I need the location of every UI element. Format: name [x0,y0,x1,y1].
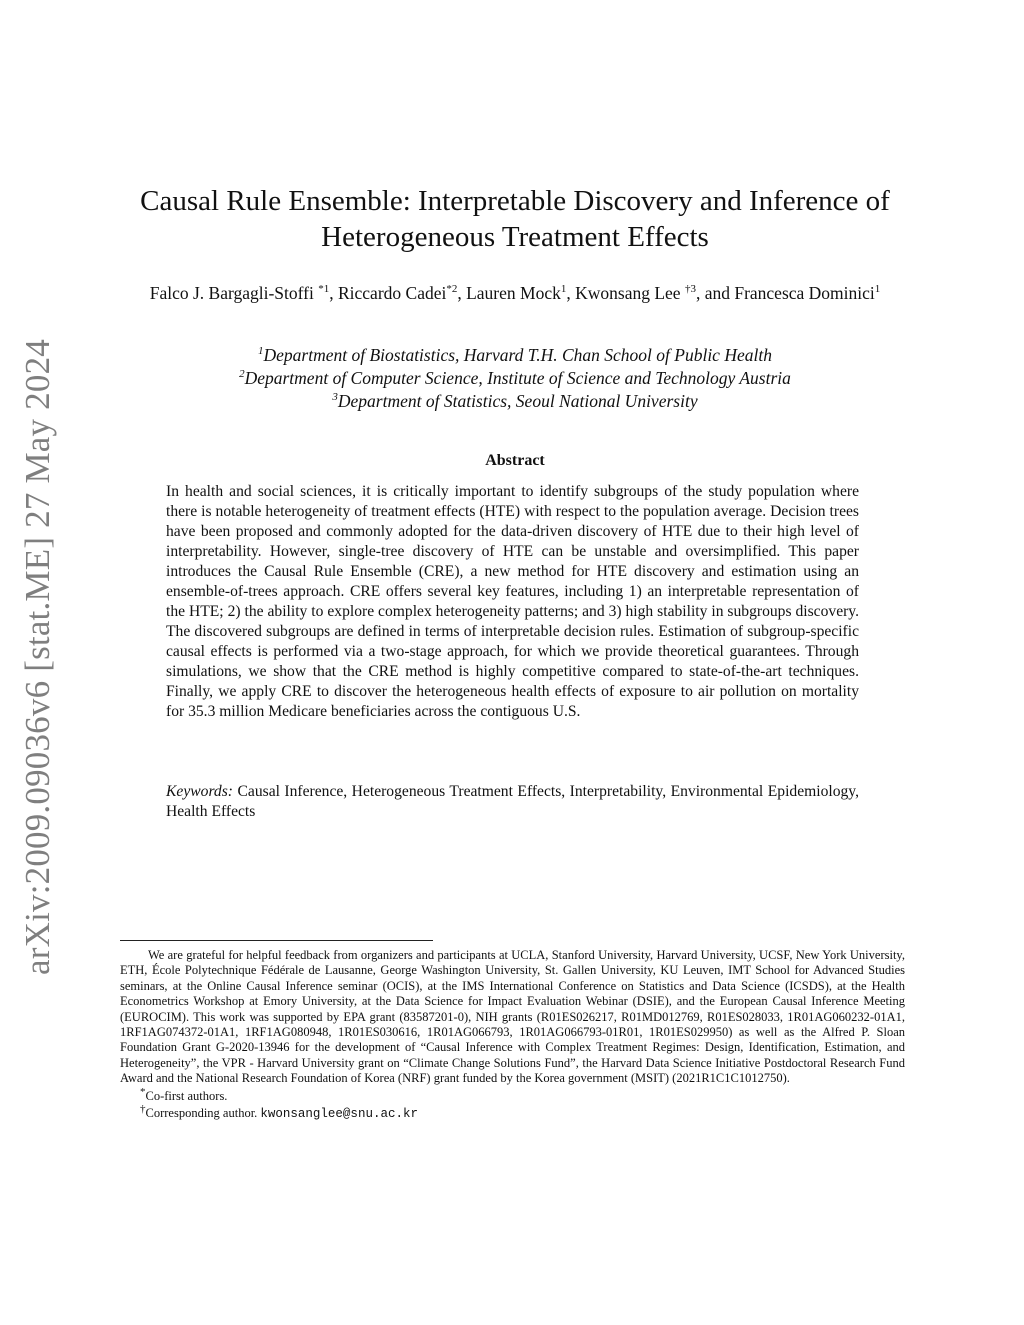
keywords-text: Causal Inference, Heterogeneous Treatment Effects, Interpretability, Environmental Epidemiology, Health Effects [166,783,859,820]
affiliation-list [120,344,910,413]
abstract-heading: Abstract [485,452,545,469]
arxiv-identifier-stamp: arXiv:2009.09036v6 [stat.ME] 27 May 2024 [18,339,57,975]
affiliation: $^1$Department of Biostatistics, Harvard T.H. Chan School of Public Health [258,345,772,365]
keywords [166,782,859,822]
affiliation: $^2$Department of Computer Science, Institute of Science and Technology Austria [239,368,791,388]
email-link[interactable]: kwonsanglee@snu.ac.kr [260,1107,418,1122]
affiliation: $^3$Department of Statistics, Seoul National University [332,391,698,411]
author: Lauren Mock$^1$ [466,283,567,303]
acknowledgement-footnote: We are grateful for helpful feedback from organizers and participants at UCLA, Stanford University, Harvard University, UCSF, New York University, ETH, École Polytechnique Fédérale de Lausanne, George Washington University, St. Gallen University, KU Leuven, IMT School for Advanced Studies seminars, at the Online Causal Inference seminar (OCIS), at the IMS International Conference on Statistics and Data Science (ICSDS), at the Health Econometrics Workshop at Emory University, at the Data Science for Impact Evaluation Webinar (DSIE), and the European Causal Inference Meeting (EUROCIM). This work was supported by EPA grant (83587201-0), NIH grants (R01ES026217, R01MD012769, R01ES028033, 1R01AG060232-01A1, 1RF1AG074372-01A1, 1RF1AG080948, 1R01ES030616, 1R01AG066793, 1R01AG066793-01R01, 1R01ES029950) as well as the Alfred P. Sloan Foundation Grant G-2020-13946 for the development of “Causal Inference with Complex Treatment Regimes: Design, Identification, Estimation, and Heterogeneity”, the VPR - Harvard University grant on “Climate Change Solutions Fund”, the Harvard Data Science Initiative Postdoctoral Research Fund Award and the National Research Foundation of Korea (NRF) grant funded by the Korea government (MSIT) (2021R1C1C1012750). [120,948,905,1086]
author: Falco J. Bargagli-Stoffi $^{*1}$ [149,283,330,303]
author: Kwonsang Lee $^{\dagger 3}$ [575,283,696,303]
author-list: Falco J. Bargagli-Stoffi $^{*1}$, Riccardo Cadei$^{*2}$, Lauren Mock$^1$, Kwonsang Lee $^{\dagger 3}$, and Francesca Dominici$^1$ [149,283,881,303]
corresponding-footnote: †Corresponding author. kwonsanglee@snu.ac.kr [140,1102,418,1122]
author: Riccardo Cadei$^{*2}$ [337,283,458,303]
abstract-text: In health and social sciences, it is critically important to identify subgroups of the study population where there is notable heterogeneity of treatment effects (HTE) with respect to the population average. Decision trees have been proposed and commonly adopted for the data-driven discovery of HTE due to their high level of interpretability. However, single-tree discovery of HTE can be unstable and oversimplified. This paper introduces the Causal Rule Ensemble (CRE), a new method for HTE discovery and estimation using an ensemble-of-trees approach. CRE offers several key features, including 1) an interpretable representation of the HTE; 2) the ability to explore complex heterogeneity patterns; and 3) high stability in subgroups discovery. The discovered subgroups are defined in terms of interpretable decision rules. Estimation of subgroup-specific causal effects is performed via a two-stage approach, for which we provide theoretical guarantees. Through simulations, we show that the CRE method is highly competitive compared to state-of-the-art techniques. Finally, we apply CRE to discover the heterogeneous health effects of exposure to air pollution on mortality for 35.3 million Medicare beneficiaries across the contiguous U.S. [166,483,859,720]
footnote-rule [120,940,433,941]
cofirst-footnote: *Co-first authors. [140,1085,228,1103]
footnotes [120,948,905,1122]
paper-title: Causal Rule Ensemble: Interpretable Discovery and Inference of Heterogeneous Treatment Effects [140,185,890,253]
keywords-label: Keywords: [166,783,233,800]
author: and Francesca Dominici$^1$ [704,283,881,303]
